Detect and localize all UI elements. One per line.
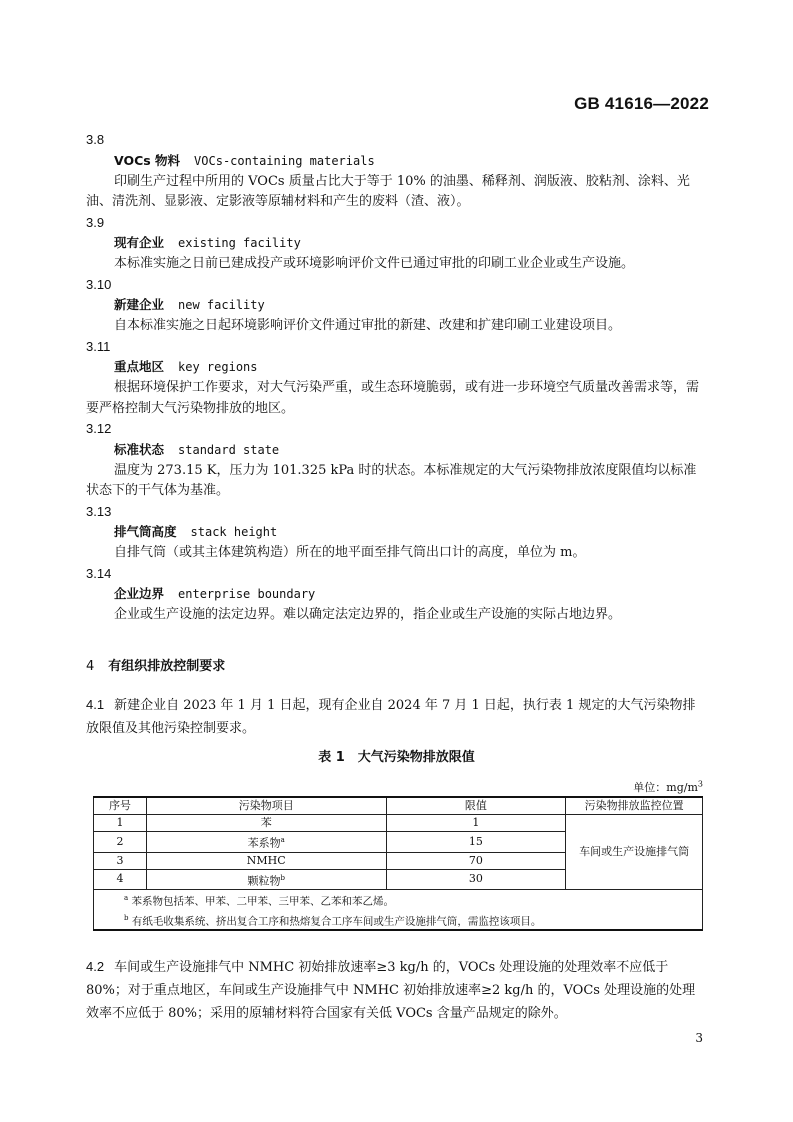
term-definition: 自排气筒（或其主体建筑构造）所在的地平面至排气筒出口计的高度，单位为 m。: [114, 545, 586, 560]
row-number: 4: [94, 869, 147, 890]
section-title: 有组织排放控制要求: [108, 659, 226, 674]
pollutant-name: NMHC: [246, 853, 286, 867]
page-number: 3: [695, 1031, 703, 1045]
term-name: [86, 233, 708, 254]
note-mark: a: [124, 894, 129, 903]
standard-number: GB 41616—2022: [574, 94, 709, 113]
term-3-8: [86, 130, 708, 213]
limit-value: 1: [386, 815, 566, 832]
section-number: 4: [86, 659, 95, 674]
term-name-en: VOCs-containing materials: [194, 153, 375, 168]
term-name-zh: 重点地区: [114, 359, 165, 374]
term-name: [86, 295, 708, 316]
table-note: [124, 910, 700, 930]
table-row: [94, 815, 703, 832]
unit-label: 单位：mg/m: [633, 781, 698, 794]
row-number: 2: [94, 832, 147, 853]
term-name: [86, 440, 708, 461]
column-header: 限值: [386, 797, 566, 815]
footnote-mark: a: [280, 836, 285, 844]
table-notes: [94, 890, 703, 931]
term-name-en: enterprise boundary: [178, 587, 316, 601]
term-name-en: key regions: [178, 360, 258, 374]
clause-number: 4.2: [86, 959, 105, 974]
term-number: 3.8: [86, 132, 105, 147]
limit-value: 15: [386, 832, 566, 853]
column-header: 污染物项目: [146, 797, 386, 815]
table-notes-row: [94, 890, 703, 931]
column-header: 序号: [94, 797, 147, 815]
term-name-zh: 现有企业: [114, 235, 165, 250]
term-name-zh: 企业边界: [114, 586, 165, 601]
term-name-zh: 排气筒高度: [114, 524, 177, 539]
pollutant-item: [146, 832, 386, 853]
term-definition: 温度为 273.15 K，压力为 101.325 kPa 时的状态。本标准规定的大气污染物排放浓度限值均以标准状态下的干气体为基准。: [86, 462, 697, 498]
pollutant-item: [146, 869, 386, 890]
term-name-en: new facility: [178, 298, 265, 312]
term-3-12: [86, 419, 708, 502]
term-number: 3.14: [86, 565, 112, 581]
terms-section: [86, 130, 708, 626]
term-3-10: [86, 275, 708, 337]
column-header: 污染物排放监控位置: [566, 797, 703, 815]
term-name-en: stack height: [190, 525, 278, 539]
table-header-row: [94, 797, 703, 815]
term-number: 3.11: [86, 338, 111, 354]
unit-superscript: 3: [697, 779, 703, 789]
term-number: 3.13: [86, 503, 112, 519]
term-name-zh: 标准状态: [114, 441, 165, 457]
clause-number: 4.1: [86, 697, 105, 712]
term-number: 3.9: [86, 214, 105, 230]
term-name-en: existing facility: [178, 236, 301, 250]
table-unit: [633, 779, 703, 795]
term-definition: 自本标准实施之日起环境影响评价文件通过审批的新建、改建和扩建印刷工业建设项目。: [114, 318, 622, 333]
pollutant-item: [146, 852, 386, 869]
note-mark: b: [124, 913, 129, 922]
pollutant-name: 苯系物: [247, 836, 281, 850]
term-name-en: standard state: [178, 442, 280, 457]
section-4-heading: [86, 655, 225, 674]
term-definition: 印刷生产过程中所用的 VOCs 质量占比大于等于 10% 的油墨、稀释剂、润版液、胶粘剂、涂料、光油、清洗剂、显影液、定影液等原辅材料和产生的废料（渣、液）。: [86, 173, 690, 209]
term-3-13: [86, 502, 708, 564]
limit-value: 70: [386, 852, 566, 869]
pollutant-name: 苯: [260, 816, 272, 829]
clause-text: 新建企业自 2023 年 1 月 1 日起，现有企业自 2024 年 7 月 1 日起，执行表 1 规定的大气污染物排放限值及其他污染控制要求。: [86, 698, 696, 736]
term-definition: 企业或生产设施的法定边界。难以确定法定边界的，指企业或生产设施的实际占地边界。: [114, 607, 622, 622]
term-name: [86, 357, 708, 378]
row-number: 3: [94, 852, 147, 869]
note-text: 有纸毛收集系统、挤出复合工序和热熔复合工序车间或生产设施排气筒，需监控该项目。: [131, 915, 542, 928]
term-3-14: [86, 564, 708, 626]
clause-4-2: [86, 955, 708, 1025]
term-3-9: [86, 213, 708, 275]
term-number: 3.12: [86, 421, 112, 436]
emission-limits-table: [93, 796, 703, 931]
term-definition: 本标准实施之日前已建成投产或环境影响评价文件已通过审批的印刷工业企业或生产设施。: [114, 256, 635, 271]
term-name: [86, 522, 708, 543]
table-caption: 表 1 大气污染物排放限值: [318, 750, 475, 765]
pollutant-item: [146, 815, 386, 832]
term-name: [86, 151, 708, 172]
pollutant-name: 颗粒物: [247, 874, 281, 888]
term-name-zh: VOCs 物料: [114, 152, 181, 168]
clause-4-1: [86, 693, 708, 740]
term-name: [86, 584, 708, 605]
limit-value: 30: [386, 869, 566, 890]
footnote-mark: b: [280, 873, 285, 882]
term-3-11: [86, 337, 708, 420]
clause-text: 车间或生产设施排气中 NMHC 初始排放速率≥3 kg/h 的，VOCs 处理设施的处理效率不应低于 80%；对于重点地区，车间或生产设施排气中 NMHC 初始排放速率≥2 kg/h 的，VOCs 处理设施的处理效率不应低于 80%；采用的原辅材料符合国家有关低 VOCs 含量产品规定的除外。: [86, 960, 696, 1021]
table-note: [124, 890, 700, 910]
note-text: 苯系物包括苯、甲苯、二甲苯、三甲苯、乙苯和苯乙烯。: [131, 895, 395, 908]
term-name-zh: 新建企业: [114, 297, 165, 312]
row-number: 1: [94, 815, 147, 832]
term-definition: 根据环境保护工作要求，对大气污染严重，或生态环境脆弱，或有进一步环境空气质量改善需求等，需要严格控制大气污染物排放的地区。: [86, 380, 700, 416]
monitoring-location: 车间或生产设施排气筒: [566, 815, 703, 890]
term-number: 3.10: [86, 276, 112, 292]
